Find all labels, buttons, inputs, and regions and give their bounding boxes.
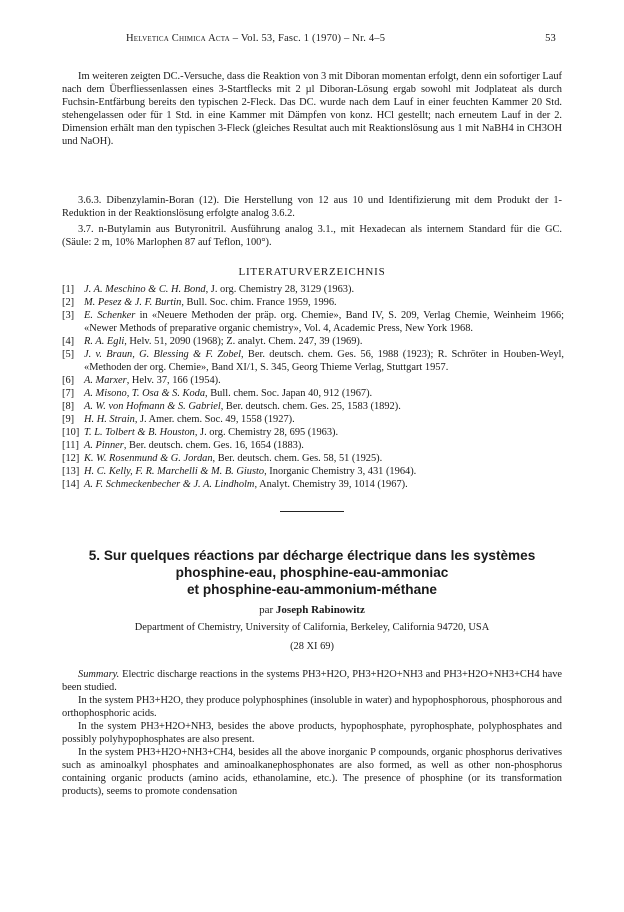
reference-item bbox=[64, 478, 564, 491]
article-title bbox=[62, 547, 562, 598]
reference-number: [2] bbox=[62, 297, 75, 308]
reference-authors: J. A. Meschino & C. H. Bond bbox=[84, 284, 206, 295]
reference-number: [5] bbox=[62, 349, 75, 360]
summary-block bbox=[62, 668, 562, 798]
reference-citation: , Ber. deutsch. chem. Ges. 16, 1654 (1883). bbox=[123, 440, 304, 451]
received-date: (28 XI 69) bbox=[290, 641, 334, 652]
reference-item bbox=[64, 374, 564, 387]
reference-number: [6] bbox=[62, 375, 75, 386]
reference-item bbox=[64, 348, 564, 374]
reference-citation: , Inorganic Chemistry 3, 431 (1964). bbox=[264, 466, 417, 477]
reference-item bbox=[64, 283, 564, 296]
reference-number: [8] bbox=[62, 401, 75, 412]
journal-name: Helvetica Chimica Acta bbox=[126, 33, 230, 44]
reference-authors: H. H. Strain bbox=[84, 414, 135, 425]
reference-number: [10] bbox=[62, 427, 80, 438]
affiliation: Department of Chemistry, University of California, Berkeley, California 94720, USA bbox=[134, 622, 490, 633]
reference-citation: , J. Amer. chem. Soc. 49, 1558 (1927). bbox=[134, 414, 295, 425]
reference-item bbox=[64, 400, 564, 413]
reference-authors: A. Misono, T. Osa & S. Koda bbox=[84, 388, 206, 399]
reference-authors: A. W. von Hofmann & S. Gabriel bbox=[84, 401, 221, 412]
reference-authors: A. Pinner bbox=[84, 440, 124, 451]
reference-authors: A. F. Schmeckenbecher & J. A. Lindholm bbox=[84, 479, 255, 490]
reference-number: [7] bbox=[62, 388, 75, 399]
reference-citation: , Bull. chem. Soc. Japan 40, 912 (1967). bbox=[205, 388, 373, 399]
reference-authors: A. Marxer bbox=[84, 375, 127, 386]
reference-citation: , Helv. 51, 2090 (1968); Z. analyt. Chem. 247, 39 (1969). bbox=[124, 336, 363, 347]
running-header bbox=[86, 33, 556, 47]
title-line: et phosphine-eau-ammonium-méthane bbox=[187, 582, 437, 597]
reference-number: [14] bbox=[62, 479, 80, 490]
reference-number: [12] bbox=[62, 453, 80, 464]
summary-text: In the system PH3+H2O, they produce polyphosphines (insoluble in water) and hypophosphorous, phosphorous and orthophosphoric acids. bbox=[62, 695, 562, 719]
reference-item bbox=[64, 309, 564, 335]
references-heading: LITERATURVERZEICHNIS bbox=[238, 266, 386, 278]
reference-list bbox=[64, 283, 564, 491]
reference-citation: , Ber. deutsch. chem. Ges. 56, 1988 (1923); R. Schröter in Houben-Weyl, «Methoden der org. Chemie», Band XI/1, S. 345, Georg Thieme Verlag, Stuttgart 1957. bbox=[84, 349, 564, 373]
summary-label: Summary. bbox=[78, 669, 120, 680]
reference-authors: K. W. Rosenmund & G. Jordan bbox=[84, 453, 213, 464]
summary-paragraph bbox=[62, 668, 562, 694]
reference-citation: , Bull. Soc. chim. France 1959, 1996. bbox=[181, 297, 337, 308]
reference-number: [9] bbox=[62, 414, 75, 425]
reference-number: [1] bbox=[62, 284, 75, 295]
summary-paragraph bbox=[62, 746, 562, 798]
reference-item bbox=[64, 426, 564, 439]
paragraph-3-6-3: 3.6.3. Dibenzylamin-Boran (12). Die Herstellung von 12 aus 10 und Identifizierung mit dem Produkt der 1-Reduktion in der Reaktionslösung erfolgte analog 3.6.2. bbox=[62, 195, 562, 219]
reference-citation: in «Neuere Methoden der präp. org. Chemie», Band IV, S. 209, Verlag Chemie, Weinheim 1966; «Newer Methods of preparative organic chemistry», Vol. 4, Academic Press, New York 1968. bbox=[84, 310, 564, 334]
reference-authors: M. Pesez & J. F. Burtin bbox=[84, 297, 182, 308]
issue-info: – Vol. 53, Fasc. 1 (1970) – Nr. 4–5 bbox=[229, 33, 386, 44]
reference-number: [3] bbox=[62, 310, 75, 321]
title-line: phosphine-eau, phosphine-eau-ammoniac bbox=[175, 565, 449, 580]
summary-text: Electric discharge reactions in the systems PH3+H2O, PH3+H2O+NH3 and PH3+H2O+NH3+CH4 have been studied. bbox=[62, 669, 562, 693]
intro-paragraph: Im weiteren zeigten DC.-Versuche, dass die Reaktion von 3 mit Diboran momentan erfolgt, denn ein sofortiger Lauf nach dem Überfliessenlassen eines 3-Startflecks mit 2 µl Diboran-Lösung ergab sowohl mit Jodplateat als durch Fuchsin-Entfärbung bereits den typischen 2-Fleck. Das DC. wurde nach dem Lauf in einer feuchten Kammer 20 Std. stehengelassen oder für 1 Std. in eine Kammer mit Dämpfen von konz. HCl gestellt; nach erneutem Lauf in der 2. Dimension erhält man den typischen 3-Fleck (gleiches Resultat auch mit Reaktionslösung aus 1 mit NaBH4 in CH3OH und NaOH). bbox=[62, 71, 562, 147]
section-divider bbox=[280, 511, 344, 512]
reference-citation: , Helv. 37, 166 (1954). bbox=[126, 375, 221, 386]
reference-item bbox=[64, 439, 564, 452]
reference-citation: , Ber. deutsch. chem. Ges. 25, 1583 (1892). bbox=[220, 401, 401, 412]
reference-citation: , J. org. Chemistry 28, 3129 (1963). bbox=[205, 284, 355, 295]
reference-item bbox=[64, 413, 564, 426]
page-number: 53 bbox=[545, 33, 556, 44]
reference-authors: E. Schenker bbox=[84, 310, 136, 321]
reference-number: [4] bbox=[62, 336, 75, 347]
paragraph-3-7: 3.7. n-Butylamin aus Butyronitril. Ausführung analog 3.1., mit Hexadecan als internem Standard für die GC. (Säule: 2 m, 10% Marlophen 87 auf Teflon, 100°). bbox=[62, 224, 562, 248]
byline: par Joseph Rabinowitz bbox=[259, 604, 365, 616]
reference-number: [13] bbox=[62, 466, 80, 477]
reference-citation: , Ber. deutsch. chem. Ges. 58, 51 (1925). bbox=[212, 453, 383, 464]
reference-item bbox=[64, 387, 564, 400]
summary-paragraph bbox=[62, 694, 562, 720]
reference-authors: J. v. Braun, G. Blessing & F. Zobel bbox=[84, 349, 242, 360]
reference-authors: R. A. Egli bbox=[84, 336, 125, 347]
summary-text: In the system PH3+H2O+NH3, besides the above products, hypophosphate, pyrophosphate, polyphosphates and possibly polyhypophosphates are also present. bbox=[62, 721, 562, 745]
summary-paragraph bbox=[62, 720, 562, 746]
author-name: Joseph Rabinowitz bbox=[275, 604, 365, 616]
reference-number: [11] bbox=[62, 440, 79, 451]
title-line: 5. Sur quelques réactions par décharge électrique dans les systèmes bbox=[88, 548, 536, 563]
reference-item bbox=[64, 465, 564, 478]
reference-citation: , J. org. Chemistry 28, 695 (1963). bbox=[194, 427, 339, 438]
reference-item bbox=[64, 452, 564, 465]
reference-authors: T. L. Tolbert & B. Houston bbox=[84, 427, 195, 438]
reference-citation: , Analyt. Chemistry 39, 1014 (1967). bbox=[254, 479, 408, 490]
reference-item bbox=[64, 296, 564, 309]
summary-text: In the system PH3+H2O+NH3+CH4, besides all the above inorganic P compounds, organic phosphorus derivatives such as aminoalkyl phosphates and aminoalkanephosphonates are also formed, as well as other non-phosphorus containing organic products (amino acids, ethanolamine, etc.). The presence of phosphine (or its transformation products), seems to promote condensation bbox=[62, 747, 562, 797]
reference-authors: H. C. Kelly, F. R. Marchelli & M. B. Giusto bbox=[84, 466, 265, 477]
reference-item bbox=[64, 335, 564, 348]
